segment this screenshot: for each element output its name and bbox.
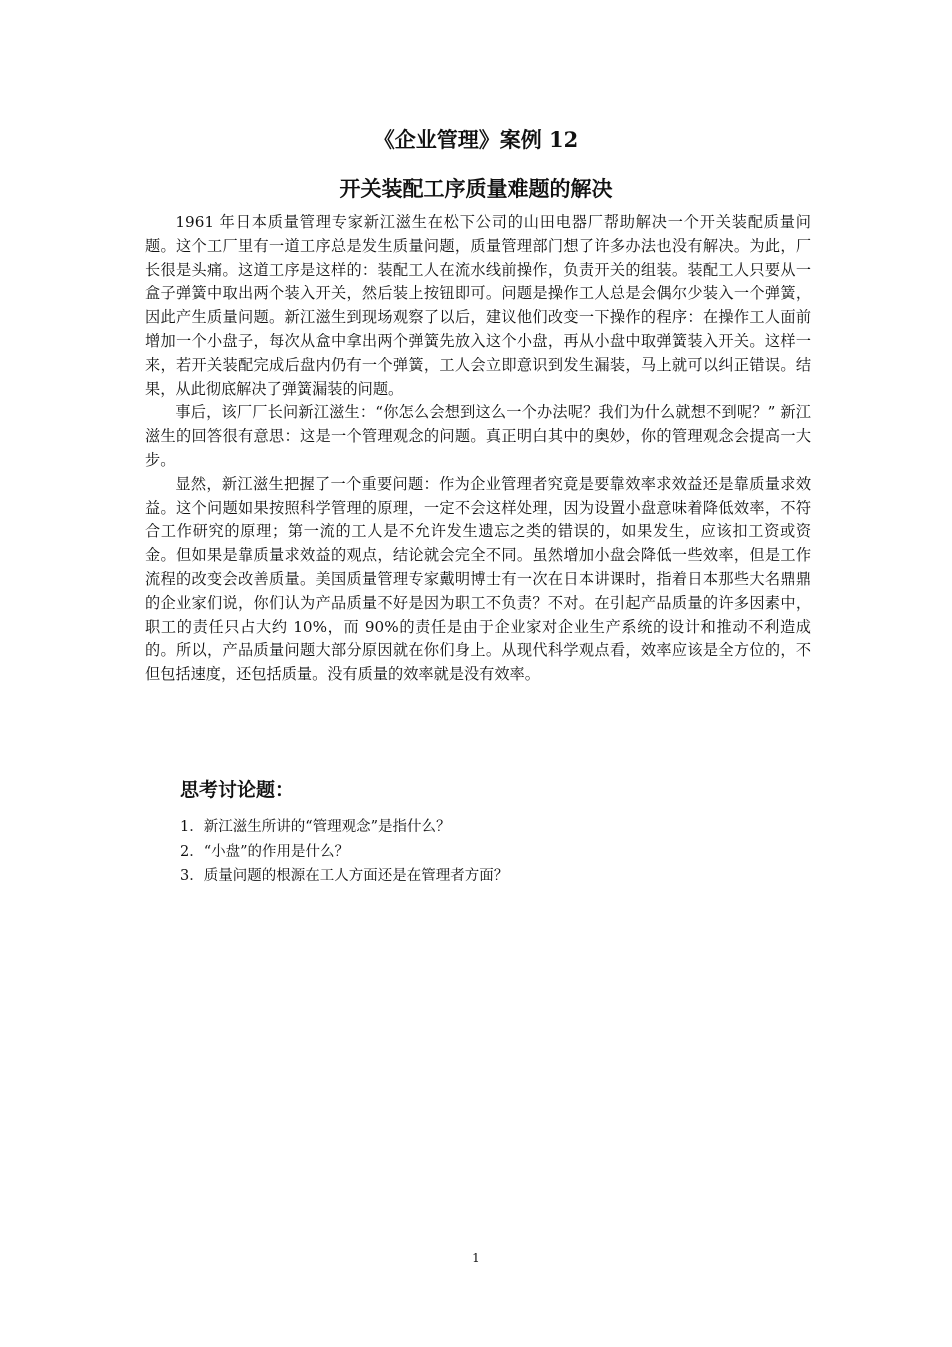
document-title: 《企业管理》案例 12 [373, 127, 579, 152]
case-paragraph: 事后，该厂厂长问新江滋生：“你怎么会想到这么一个办法呢？我们为什么就想不到呢？” 新江滋生的回答很有意思：这是一个管理观念的问题。真正明白其中的奥妙，你的管理观念会提高一大步。 [145, 403, 811, 469]
case-paragraph: 显然，新江滋生把握了一个重要问题：作为企业管理者究竟是要靠效率求效益还是靠质量求效益。这个问题如果按照科学管理的原理，一定不会这样处理，因为设置小盘意味着降低效率，不符合工作研究的原理；第一流的工人是不允许发生遗忘之类的错误的，如果发生，应该扣工资或资金。但如果是靠质量求效益的观点，结论就会完全不同。虽然增加小盘会降低一些效率，但是工作流程的改变会改善质量。美国质量管理专家戴明博士有一次在日本讲课时，指着日本那些大名鼎鼎的企业家们说，你们认为产品质量不好是因为职工不负责？不对。在引起产品质量的许多因素中，职工的责任只占大约 10%，而 90%的责任是由于企业家对企业生产系统的设计和推动不利造成的。所以，产品质量问题大部分原因就在你们身上。从现代科学观点看，效率应该是全方位的，不但包括速度，还包括质量。没有质量的效率就是没有效率。 [145, 474, 811, 684]
discussion-question: 1．新江滋生所讲的“管理观念”是指什么？ [180, 819, 451, 835]
page-number: 1 [472, 1251, 480, 1265]
discussion-question-list [180, 815, 800, 889]
discussion-question: 2．“小盘”的作用是什么？ [180, 843, 350, 860]
case-body [145, 211, 811, 687]
discussion-question: 3．质量问题的根源在工人方面还是在管理者方面？ [180, 868, 509, 884]
case-paragraph: 1961 年日本质量管理专家新江滋生在松下公司的山田电器厂帮助解决一个开关装配质量问题。这个工厂里有一道工序总是发生质量问题，质量管理部门想了许多办法也没有解决。为此，厂长很是头痛。这道工序是这样的：装配工人在流水线前操作，负责开关的组装。装配工人只要从一盒子弹簧中取出两个装入开关，然后装上按钮即可。问题是操作工人总是会偶尔少装入一个弹簧，因此产生质量问题。新江滋生到现场观察了以后，建议他们改变一下操作的程序：在操作工人面前增加一个小盘子，每次从盒中拿出两个弹簧先放入这个小盘，再从小盘中取弹簧装入开关。这样一来，若开关装配完成后盘内仍有一个弹簧，工人会立即意识到发生漏装，马上就可以纠正错误。结果，从此彻底解决了弹簧漏装的问题。 [145, 213, 811, 398]
discussion-heading: 思考讨论题： [180, 779, 295, 801]
document-subtitle: 开关装配工序质量难题的解决 [339, 176, 613, 201]
